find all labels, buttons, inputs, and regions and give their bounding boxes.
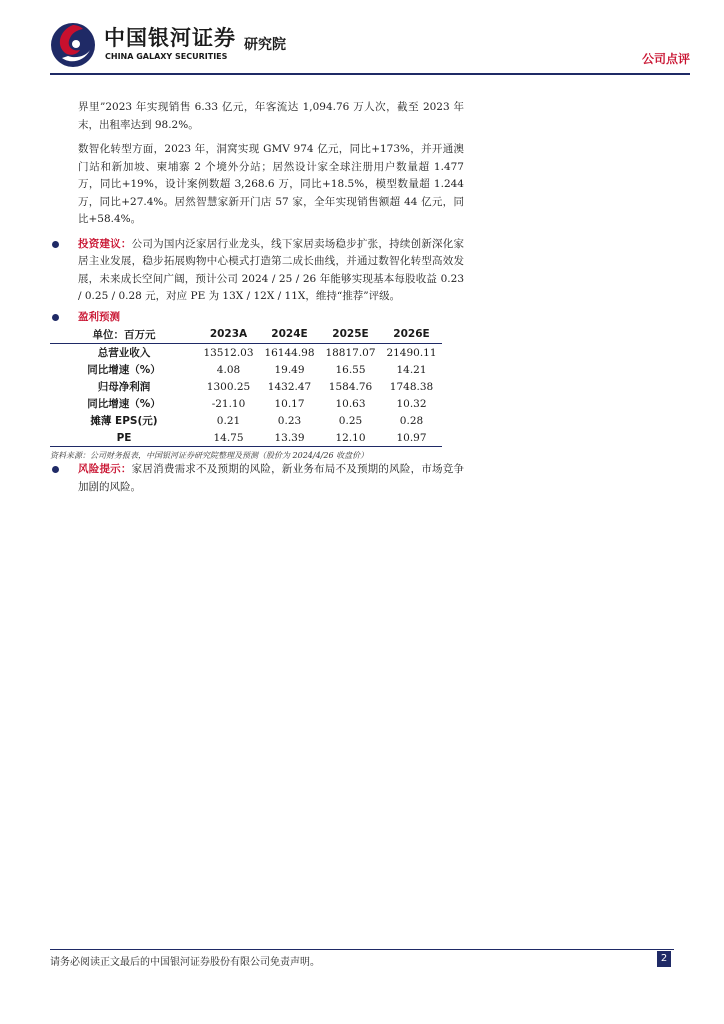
table-cell: 10.17 [274, 397, 305, 410]
risk-warning [78, 461, 464, 499]
brand-institute: 研究院 [244, 37, 286, 53]
table-row [50, 412, 442, 429]
table-row [50, 361, 442, 378]
table-header-cell: 2025E [332, 328, 369, 340]
earnings-forecast-table-wrap [50, 325, 442, 447]
table-cell: 1584.76 [328, 380, 373, 393]
footer-disclaimer: 请务必阅读正文最后的中国银河证券股份有限公司免责声明。 [50, 957, 320, 968]
header-divider [50, 73, 690, 75]
table-cell: 0.25 [338, 414, 363, 427]
table-header-cell: 2023A [209, 328, 248, 340]
bullet-icon [52, 314, 59, 321]
table-row [50, 378, 442, 395]
table-row [50, 344, 442, 362]
investment-advice [78, 236, 464, 306]
table-cell: -21.10 [211, 397, 246, 410]
table-cell: 13512.03 [203, 346, 254, 359]
row-label: 总营业收入 [97, 347, 151, 359]
brand-name-en: CHINA GALAXY SECURITIES [105, 52, 228, 61]
row-label: 归母净利润 [97, 381, 151, 393]
table-cell: 21490.11 [386, 346, 437, 359]
row-label: 同比增速（%） [87, 364, 161, 376]
table-cell: 0.23 [277, 414, 302, 427]
table-cell: 0.21 [216, 414, 241, 427]
table-cell: 10.63 [335, 397, 366, 410]
table-cell: 14.21 [396, 363, 427, 376]
row-label: 同比增速（%） [87, 398, 161, 410]
row-label: PE [116, 431, 132, 444]
table-header-cell: 2024E [271, 328, 308, 340]
table-header-row [50, 325, 442, 344]
body-paragraph-2: 数智化转型方面，2023 年，洞窝实现 GMV 974 亿元，同比+173%，并开通澳门站和新加坡、柬埔寨 2 个境外分站；居然设计家全球注册用户数量超 1.477 万，同比+19%，设计案例数超 3,268.6 万，同比+18.5%，模型数量超 1.244 万，同比+27.4%。居然智慧家新开门店 57 家，全年实现销售额超 44 亿元，同比+58.4%。 [78, 143, 464, 225]
table-cell: 16144.98 [264, 346, 315, 359]
forecast-heading-block [78, 309, 464, 327]
table-cell: 10.32 [396, 397, 427, 410]
page-header [0, 0, 724, 78]
risk-block [78, 461, 464, 496]
bullet-icon [52, 466, 59, 473]
body-paragraph-1: 界里”2023 年实现销售 6.33 亿元，年客流达 1,094.76 万人次，截至 2023 年末，出租率达到 98.2%。 [78, 101, 464, 131]
table-row [50, 395, 442, 412]
table-source-note: 资料来源：公司财务报表，中国银河证券研究院整理及预测（股价为 2024/4/26 收盘价） [50, 451, 369, 460]
footer-divider [50, 949, 674, 950]
table-cell: 19.49 [274, 363, 305, 376]
bullet-icon [52, 241, 59, 248]
table-cell: 12.10 [335, 431, 366, 444]
table-cell: 1748.38 [389, 380, 434, 393]
row-label: 摊薄 EPS(元) [90, 415, 158, 427]
table-header-cell: 2026E [393, 328, 430, 340]
risk-heading: 风险提示： [78, 463, 132, 475]
investment-advice-heading: 投资建议： [78, 237, 132, 250]
report-body [78, 99, 464, 329]
page-number: 2 [657, 951, 671, 967]
table-cell: 1432.47 [267, 380, 312, 393]
forecast-heading: 盈利预测 [78, 310, 120, 323]
table-cell: 18817.07 [325, 346, 376, 359]
table-cell: 10.97 [396, 431, 427, 444]
risk-text: 家居消费需求不及预期的风险，新业务布局不及预期的风险，市场竞争加剧的风险。 [78, 463, 465, 493]
earnings-forecast-table [50, 325, 442, 447]
table-row [50, 429, 442, 447]
table-header-cell: 单位：百万元 [92, 328, 156, 341]
table-cell: 0.28 [399, 414, 424, 427]
brand-name-cn: 中国银河证券 [104, 26, 236, 50]
table-cell: 14.75 [213, 431, 244, 444]
galaxy-swirl-logo-icon [50, 22, 96, 68]
table-cell: 1300.25 [206, 380, 251, 393]
investment-advice-text: 公司为国内泛家居行业龙头，线下家居卖场稳步扩张，持续创新深化家居主业发展，稳步拓展购物中心模式打造第二成长曲线，并通过数智化转型高效发展，未来成长空间广阔，预计公司 2024 / 25 / 26 年能够实现基本每股收益 0.23 / 0.25 / 0.28 元，对应 PE 为 13X / 12X / 11X，维持“推荐”评级。 [78, 237, 465, 302]
document-type: 公司点评 [641, 52, 690, 66]
table-cell: 13.39 [274, 431, 305, 444]
table-cell: 16.55 [335, 363, 366, 376]
table-cell: 4.08 [216, 363, 241, 376]
